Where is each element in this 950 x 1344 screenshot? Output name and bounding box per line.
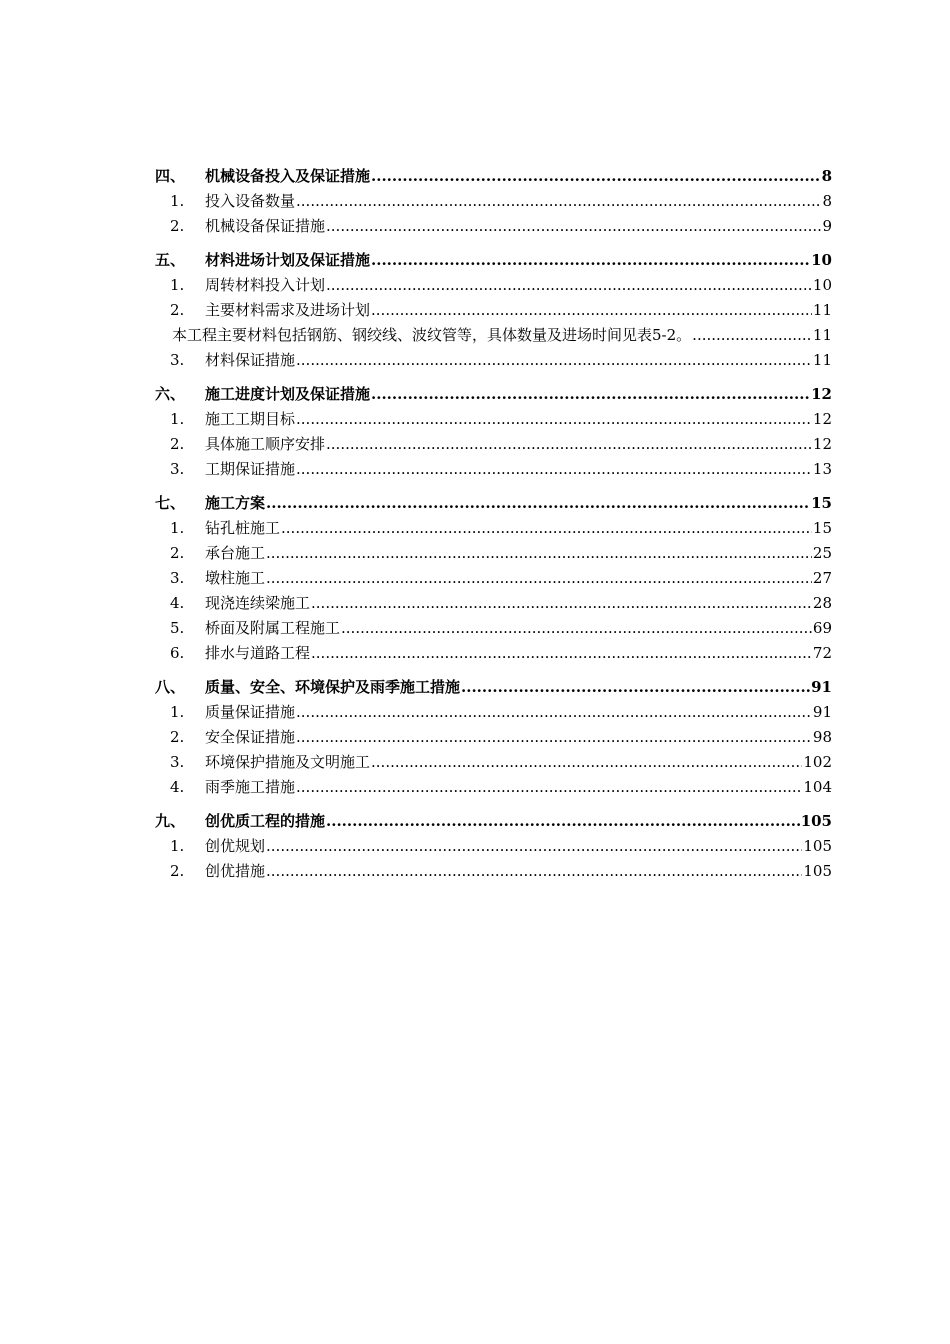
toc-entry-number: 3. xyxy=(170,460,185,478)
toc-page-number: 25 xyxy=(812,544,832,562)
toc-page-number: 105 xyxy=(803,862,832,880)
dot-leader xyxy=(296,407,812,432)
toc-page-number: 8 xyxy=(822,192,832,210)
toc-entry-number: 1. xyxy=(170,837,185,855)
dot-leader xyxy=(326,432,812,457)
dot-leader xyxy=(266,491,810,516)
toc-page-number: 105 xyxy=(800,812,832,830)
toc-entry[interactable] xyxy=(155,273,832,298)
toc-entry-title: 桥面及附属工程施工 xyxy=(205,619,341,637)
dot-leader xyxy=(326,214,821,239)
dot-leader xyxy=(296,457,812,482)
toc-entry-number: 2. xyxy=(170,728,185,746)
toc-page-number: 102 xyxy=(803,753,832,771)
toc-page-number: 12 xyxy=(812,435,832,453)
dot-leader xyxy=(311,591,812,616)
toc-entry-number: 1. xyxy=(170,410,185,428)
dot-leader xyxy=(266,834,802,859)
toc-page-number: 11 xyxy=(812,326,832,344)
table-of-contents xyxy=(155,164,832,884)
toc-entry-title: 排水与道路工程 xyxy=(205,644,311,662)
toc-page-number: 10 xyxy=(812,276,832,294)
toc-entry-title: 机械设备投入及保证措施 xyxy=(205,167,371,185)
toc-entry[interactable] xyxy=(155,700,832,725)
toc-page-number: 27 xyxy=(812,569,832,587)
toc-entry-number: 五、 xyxy=(155,251,186,269)
toc-entry-title: 创优质工程的措施 xyxy=(205,812,326,830)
toc-entry-number: 2. xyxy=(170,217,185,235)
dot-leader xyxy=(326,809,800,834)
toc-page-number: 8 xyxy=(821,167,832,185)
toc-page-number: 12 xyxy=(812,410,832,428)
toc-entry[interactable] xyxy=(155,189,832,214)
toc-entry-number: 1. xyxy=(170,276,185,294)
toc-entry-number: 四、 xyxy=(155,167,186,185)
toc-entry-title: 周转材料投入计划 xyxy=(205,276,326,294)
dot-leader xyxy=(266,566,812,591)
toc-entry[interactable] xyxy=(155,432,832,457)
dot-leader xyxy=(692,323,812,348)
toc-entry-number: 2. xyxy=(170,301,185,319)
toc-page-number: 104 xyxy=(803,778,832,796)
toc-page-number: 11 xyxy=(812,301,832,319)
toc-entry[interactable] xyxy=(155,750,832,775)
toc-entry-number: 六、 xyxy=(155,385,186,403)
toc-entry-title: 钻孔桩施工 xyxy=(205,519,281,537)
toc-entry[interactable] xyxy=(155,775,832,800)
dot-leader xyxy=(266,859,802,884)
toc-entry-number: 1. xyxy=(170,703,185,721)
dot-leader xyxy=(266,541,812,566)
toc-entry-number: 七、 xyxy=(155,494,186,512)
toc-entry-number: 2. xyxy=(170,544,185,562)
toc-entry-title: 安全保证措施 xyxy=(205,728,296,746)
toc-entry[interactable] xyxy=(155,323,832,348)
toc-entry-title: 主要材料需求及进场计划 xyxy=(205,301,371,319)
toc-chapter-entry[interactable] xyxy=(155,809,832,834)
toc-page-number: 15 xyxy=(812,519,832,537)
toc-page-number: 13 xyxy=(812,460,832,478)
toc-entry-number: 6. xyxy=(170,644,185,662)
toc-page-number: 105 xyxy=(803,837,832,855)
toc-entry[interactable] xyxy=(155,407,832,432)
dot-leader xyxy=(296,189,821,214)
toc-entry-title: 承台施工 xyxy=(205,544,266,562)
dot-leader xyxy=(371,750,802,775)
toc-chapter-entry[interactable] xyxy=(155,491,832,516)
toc-entry-title: 施工工期目标 xyxy=(205,410,296,428)
toc-entry-title: 环境保护措施及文明施工 xyxy=(205,753,371,771)
toc-entry-number: 3. xyxy=(170,753,185,771)
toc-page-number: 91 xyxy=(812,703,832,721)
toc-page-number: 72 xyxy=(812,644,832,662)
toc-page-number: 15 xyxy=(811,494,832,512)
dot-leader xyxy=(296,348,812,373)
dot-leader xyxy=(341,616,812,641)
toc-entry-number: 1. xyxy=(170,519,185,537)
toc-entry-title: 工期保证措施 xyxy=(205,460,296,478)
toc-page-number: 11 xyxy=(812,351,832,369)
toc-entry-number: 5. xyxy=(170,619,185,637)
toc-entry-title: 施工方案 xyxy=(205,494,266,512)
toc-entry-title: 材料进场计划及保证措施 xyxy=(205,251,371,269)
toc-entry-number: 八、 xyxy=(155,678,186,696)
toc-entry-title: 质量保证措施 xyxy=(205,703,296,721)
toc-entry-title: 墩柱施工 xyxy=(205,569,266,587)
toc-entry-title: 本工程主要材料包括钢筋、钢绞线、波纹管等，具体数量及进场时间见表5-2。 xyxy=(172,326,692,344)
toc-entry-number: 3. xyxy=(170,569,185,587)
toc-entry[interactable] xyxy=(155,298,832,323)
toc-entry-title: 材料保证措施 xyxy=(205,351,296,369)
dot-leader xyxy=(326,273,812,298)
dot-leader xyxy=(296,700,812,725)
toc-page-number: 69 xyxy=(812,619,832,637)
toc-entry[interactable] xyxy=(155,457,832,482)
toc-entry-title: 机械设备保证措施 xyxy=(205,217,326,235)
toc-chapter-entry[interactable] xyxy=(155,675,832,700)
dot-leader xyxy=(296,725,812,750)
toc-entry[interactable] xyxy=(155,566,832,591)
toc-entry-number: 4. xyxy=(170,778,185,796)
toc-entry[interactable] xyxy=(155,516,832,541)
toc-entry[interactable] xyxy=(155,591,832,616)
dot-leader xyxy=(371,164,821,189)
dot-leader xyxy=(371,382,810,407)
dot-leader xyxy=(371,298,812,323)
dot-leader xyxy=(371,248,810,273)
toc-entry-title: 施工进度计划及保证措施 xyxy=(205,385,371,403)
toc-chapter-entry[interactable] xyxy=(155,248,832,273)
toc-entry-number: 2. xyxy=(170,862,185,880)
toc-entry[interactable] xyxy=(155,616,832,641)
toc-entry-number: 3. xyxy=(170,351,185,369)
toc-entry-number: 九、 xyxy=(155,812,186,830)
toc-page-number: 91 xyxy=(811,678,832,696)
toc-entry-title: 质量、安全、环境保护及雨季施工措施 xyxy=(205,678,461,696)
dot-leader xyxy=(461,675,810,700)
toc-entry[interactable] xyxy=(155,725,832,750)
toc-entry[interactable] xyxy=(155,541,832,566)
toc-page-number: 98 xyxy=(812,728,832,746)
toc-page-number: 10 xyxy=(811,251,832,269)
toc-entry[interactable] xyxy=(155,859,832,884)
toc-entry-number: 4. xyxy=(170,594,185,612)
toc-page-number: 9 xyxy=(822,217,832,235)
dot-leader xyxy=(311,641,812,666)
toc-entry-title: 雨季施工措施 xyxy=(205,778,296,796)
toc-entry-number: 2. xyxy=(170,435,185,453)
dot-leader xyxy=(296,775,802,800)
toc-entry-title: 投入设备数量 xyxy=(205,192,296,210)
toc-chapter-entry[interactable] xyxy=(155,164,832,189)
dot-leader xyxy=(281,516,812,541)
toc-entry[interactable] xyxy=(155,834,832,859)
toc-entry-title: 创优措施 xyxy=(205,862,266,880)
toc-entry[interactable] xyxy=(155,214,832,239)
toc-page-number: 12 xyxy=(811,385,832,403)
toc-entry-title: 具体施工顺序安排 xyxy=(205,435,326,453)
toc-entry-title: 现浇连续梁施工 xyxy=(205,594,311,612)
toc-entry-title: 创优规划 xyxy=(205,837,266,855)
toc-entry[interactable] xyxy=(155,348,832,373)
toc-page-number: 28 xyxy=(812,594,832,612)
toc-entry[interactable] xyxy=(155,641,832,666)
toc-chapter-entry[interactable] xyxy=(155,382,832,407)
toc-entry-number: 1. xyxy=(170,192,185,210)
